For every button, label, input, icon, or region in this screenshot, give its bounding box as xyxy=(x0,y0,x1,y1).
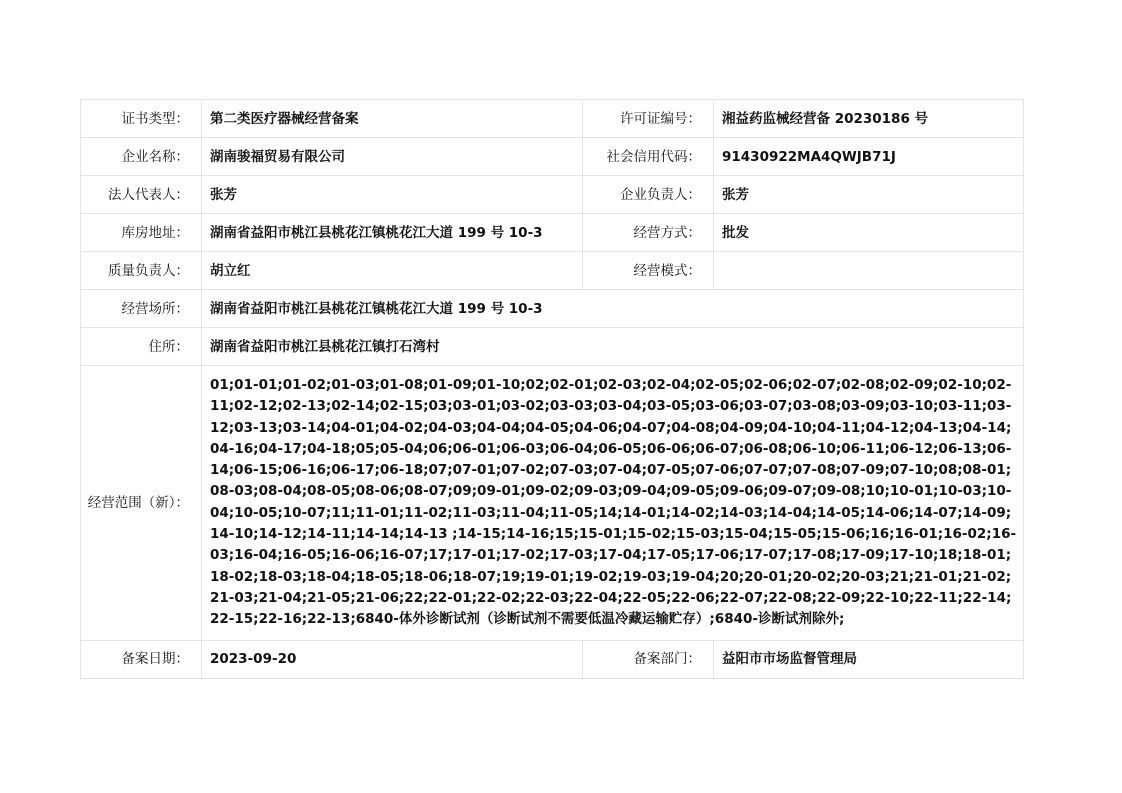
company-name-label: 企业名称： xyxy=(81,138,202,176)
company-head-label: 企业负责人： xyxy=(583,176,714,214)
premises-value: 湖南省益阳市桃江县桃花江镇桃花江大道 199 号 10-3 xyxy=(202,290,1024,328)
legal-rep-value: 张芳 xyxy=(202,176,583,214)
scope-label: 经营范围（新）： xyxy=(81,366,202,641)
row-warehouse xyxy=(81,214,1024,252)
license-no-value: 湘益药监械经营备 20230186 号 xyxy=(714,100,1024,138)
business-mode-value xyxy=(714,252,1024,290)
warehouse-value: 湖南省益阳市桃江县桃花江镇桃花江大道 199 号 10-3 xyxy=(202,214,583,252)
row-legal-rep xyxy=(81,176,1024,214)
warehouse-label: 库房地址： xyxy=(81,214,202,252)
row-premises xyxy=(81,290,1024,328)
filing-dept-label: 备案部门： xyxy=(583,640,714,678)
quality-head-value: 胡立红 xyxy=(202,252,583,290)
residence-label: 住所： xyxy=(81,328,202,366)
residence-value: 湖南省益阳市桃江县桃花江镇打石湾村 xyxy=(202,328,1024,366)
legal-rep-label: 法人代表人： xyxy=(81,176,202,214)
row-scope xyxy=(81,366,1024,641)
business-mode-label: 经营模式： xyxy=(583,252,714,290)
scope-value: 01;01-01;01-02;01-03;01-08;01-09;01-10;02;02-01;02-03;02-04;02-05;02-06;02-07;02-08;02-09;02-10;02-11;02-12;02-13;02-14;02-15;03;03-01;03-02;03-03;03-04;03-05;03-06;03-07;03-08;03-09;03-10;03-11;03-12;03-13;03-14;04-01;04-02;04-03;04-04;04-05;04-06;04-07;04-08;04-09;04-10;04-11;04-12;04-13;04-14;04-16;04-17;04-18;05;05-04;06;06-01;06-03;06-04;06-05;06-06;06-07;06-08;06-10;06-11;06-12;06-13;06-14;06-15;06-16;06-17;06-18;07;07-01;07-02;07-03;07-04;07-05;07-06;07-07;07-08;07-09;07-10;08;08-01;08-03;08-04;08-05;08-06;08-07;09;09-01;09-02;09-03;09-04;09-05;09-06;09-07;09-08;10;10-01;10-03;10-04;10-05;10-07;11;11-01;11-02;11-03;11-04;11-05;14;14-01;14-02;14-03;14-04;14-05;14-06;14-07;14-09;14-10;14-12;14-11;14-14;14-13 ;14-15;14-16;15;15-01;15-02;15-03;15-04;15-05;15-06;16;16-01;16-02;16-03;16-04;16-05;16-06;16-07;17;17-01;17-02;17-03;17-04;17-05;17-06;17-07;17-08;17-09;17-10;18;18-01;18-02;18-03;18-04;18-05;18-06;18-07;19;19-01;19-02;19-03;19-04;20;20-01;20-02;20-03;21;21-01;21-02;21-03;21-04;21-05;21-06;22;22-01;22-02;22-03;22-04;22-05;22-06;22-07;22-08;22-09;22-10;22-11;22-14;22-15;22-16;22-13;6840-体外诊断试剂（诊断试剂不需要低温冷藏运输贮存）;6840-诊断试剂除外; xyxy=(202,366,1024,641)
credit-code-label: 社会信用代码： xyxy=(583,138,714,176)
cert-type-value: 第二类医疗器械经营备案 xyxy=(202,100,583,138)
filing-date-label: 备案日期： xyxy=(81,640,202,678)
cert-type-label: 证书类型： xyxy=(81,100,202,138)
business-method-value: 批发 xyxy=(714,214,1024,252)
filing-date-value: 2023-09-20 xyxy=(202,640,583,678)
premises-label: 经营场所： xyxy=(81,290,202,328)
filing-dept-value: 益阳市市场监督管理局 xyxy=(714,640,1024,678)
license-no-label: 许可证编号： xyxy=(583,100,714,138)
credit-code-value: 91430922MA4QWJB71J xyxy=(714,138,1024,176)
row-cert-type xyxy=(81,100,1024,138)
company-name-value: 湖南骏福贸易有限公司 xyxy=(202,138,583,176)
certificate-table xyxy=(80,99,1024,679)
row-filing xyxy=(81,640,1024,678)
row-quality-head xyxy=(81,252,1024,290)
business-method-label: 经营方式： xyxy=(583,214,714,252)
company-head-value: 张芳 xyxy=(714,176,1024,214)
quality-head-label: 质量负责人： xyxy=(81,252,202,290)
row-residence xyxy=(81,328,1024,366)
row-company-name xyxy=(81,138,1024,176)
